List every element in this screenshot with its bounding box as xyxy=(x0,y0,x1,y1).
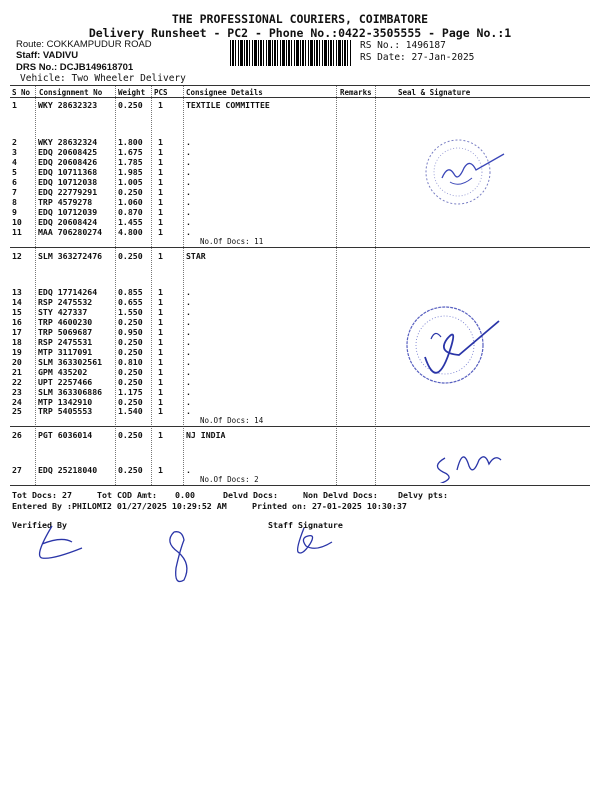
table-row: 9 EDQ 10712039 0.870 1 . xyxy=(12,207,191,217)
table-row: 17 TRP 5069687 0.950 1 . xyxy=(12,327,191,337)
verified-by-label: Verified By xyxy=(12,520,67,530)
col-pcs: PCS xyxy=(154,88,168,97)
table-row: 14 RSP 2475532 0.655 1 . xyxy=(12,297,191,307)
table-header-border xyxy=(10,97,590,98)
col-consignee: Consignee Details xyxy=(186,88,263,97)
table-row: 8 TRP 4579278 1.060 1 . xyxy=(12,197,191,207)
table-row: 24 MTP 1342910 0.250 1 . xyxy=(12,397,191,407)
verified-signature xyxy=(30,522,90,562)
company-title: THE PROFESSIONAL COURIERS, COIMBATORE xyxy=(171,12,429,26)
table-row: 7 EDQ 22779291 0.250 1 . xyxy=(12,187,191,197)
barcode xyxy=(230,40,352,66)
group-doc-count: No.Of Docs: 2 xyxy=(200,475,259,484)
group-doc-count: No.Of Docs: 14 xyxy=(200,416,264,425)
printed-on: Printed on: 27-01-2025 10:30:37 xyxy=(252,501,407,511)
staff-label: Staff: VADIVU xyxy=(16,50,79,61)
seal-stamp-1 xyxy=(410,130,520,210)
rs-date: RS Date: 27-Jan-2025 xyxy=(360,52,475,63)
table-row: 4 EDQ 20608426 1.785 1 . xyxy=(12,157,191,167)
entered-by: Entered By :PHILOMI2 01/27/2025 10:29:52 AM xyxy=(12,501,227,511)
delivered-docs: Delvd Docs: xyxy=(223,490,278,500)
table-row: 5 EDQ 10711368 1.985 1 . xyxy=(12,167,191,177)
col-seal-signature: Seal & Signature xyxy=(398,88,471,97)
table-row: 20 SLM 363302561 0.810 1 . xyxy=(12,357,191,367)
col-remarks: Remarks xyxy=(340,88,372,97)
total-docs: Tot Docs: 27 xyxy=(12,490,72,500)
table-row: 2 WKY 28632324 1.800 1 . xyxy=(12,137,191,147)
table-row: 10 EDQ 20608424 1.455 1 . xyxy=(12,217,191,227)
total-cod-amount: 0.00 xyxy=(175,490,195,500)
handwritten-signature-nj xyxy=(425,438,520,483)
table-row: 12 SLM 363272476 0.250 1 STAR xyxy=(12,251,206,261)
runsheet-subtitle: Delivery Runsheet - PC2 - Phone No.:0422-3505555 - Page No.:1 xyxy=(88,26,512,40)
table-row: 6 EDQ 10712038 1.005 1 . xyxy=(12,177,191,187)
col-sno: S No xyxy=(12,88,31,97)
table-row: 26 PGT 6036014 0.250 1 NJ INDIA xyxy=(12,430,226,440)
table-row: 23 SLM 363306886 1.175 1 . xyxy=(12,387,191,397)
total-cod-label: Tot COD Amt: xyxy=(97,490,157,500)
route-label: Route: COKKAMPUDUR ROAD xyxy=(16,39,152,50)
table-row: 16 TRP 4600230 0.250 1 . xyxy=(12,317,191,327)
drs-number: DRS No.: DCJB149618701 xyxy=(16,62,134,73)
table-row: 1 WKY 28632323 0.250 1 TEXTILE COMMITTEE xyxy=(12,100,270,110)
col-consignment: Consignment No xyxy=(39,88,103,97)
delivery-points: Delvy pts: xyxy=(398,490,448,500)
staff-signature xyxy=(288,524,338,560)
table-row: 22 UPT 2257466 0.250 1 . xyxy=(12,377,191,387)
table-row: 21 GPM 435202 0.250 1 . xyxy=(12,367,191,377)
table-row: 13 EDQ 17714264 0.855 1 . xyxy=(12,287,191,297)
staff-signature-label: Staff Signature xyxy=(268,520,343,530)
table-row: 18 RSP 2475531 0.250 1 . xyxy=(12,337,191,347)
non-delivered-docs: Non Delvd Docs: xyxy=(303,490,378,500)
table-row: 25 TRP 5405553 1.540 1 . xyxy=(12,406,191,416)
table-row: 11 MAA 706280274 4.800 1 . xyxy=(12,227,191,237)
table-row: 19 MTP 3117091 0.250 1 . xyxy=(12,347,191,357)
table-top-border xyxy=(10,85,590,86)
table-row: 3 EDQ 20608425 1.675 1 . xyxy=(12,147,191,157)
seal-stamp-2 xyxy=(395,295,505,395)
table-row: 15 STY 427337 1.550 1 . xyxy=(12,307,191,317)
table-row: 27 EDQ 25218040 0.250 1 . xyxy=(12,465,191,475)
initial-signature xyxy=(160,528,200,586)
group-doc-count: No.Of Docs: 11 xyxy=(200,237,264,246)
col-weight: Weight xyxy=(118,88,146,97)
rs-number: RS No.: 1496187 xyxy=(360,40,446,51)
vehicle-label: Vehicle: Two Wheeler Delivery xyxy=(20,73,186,84)
